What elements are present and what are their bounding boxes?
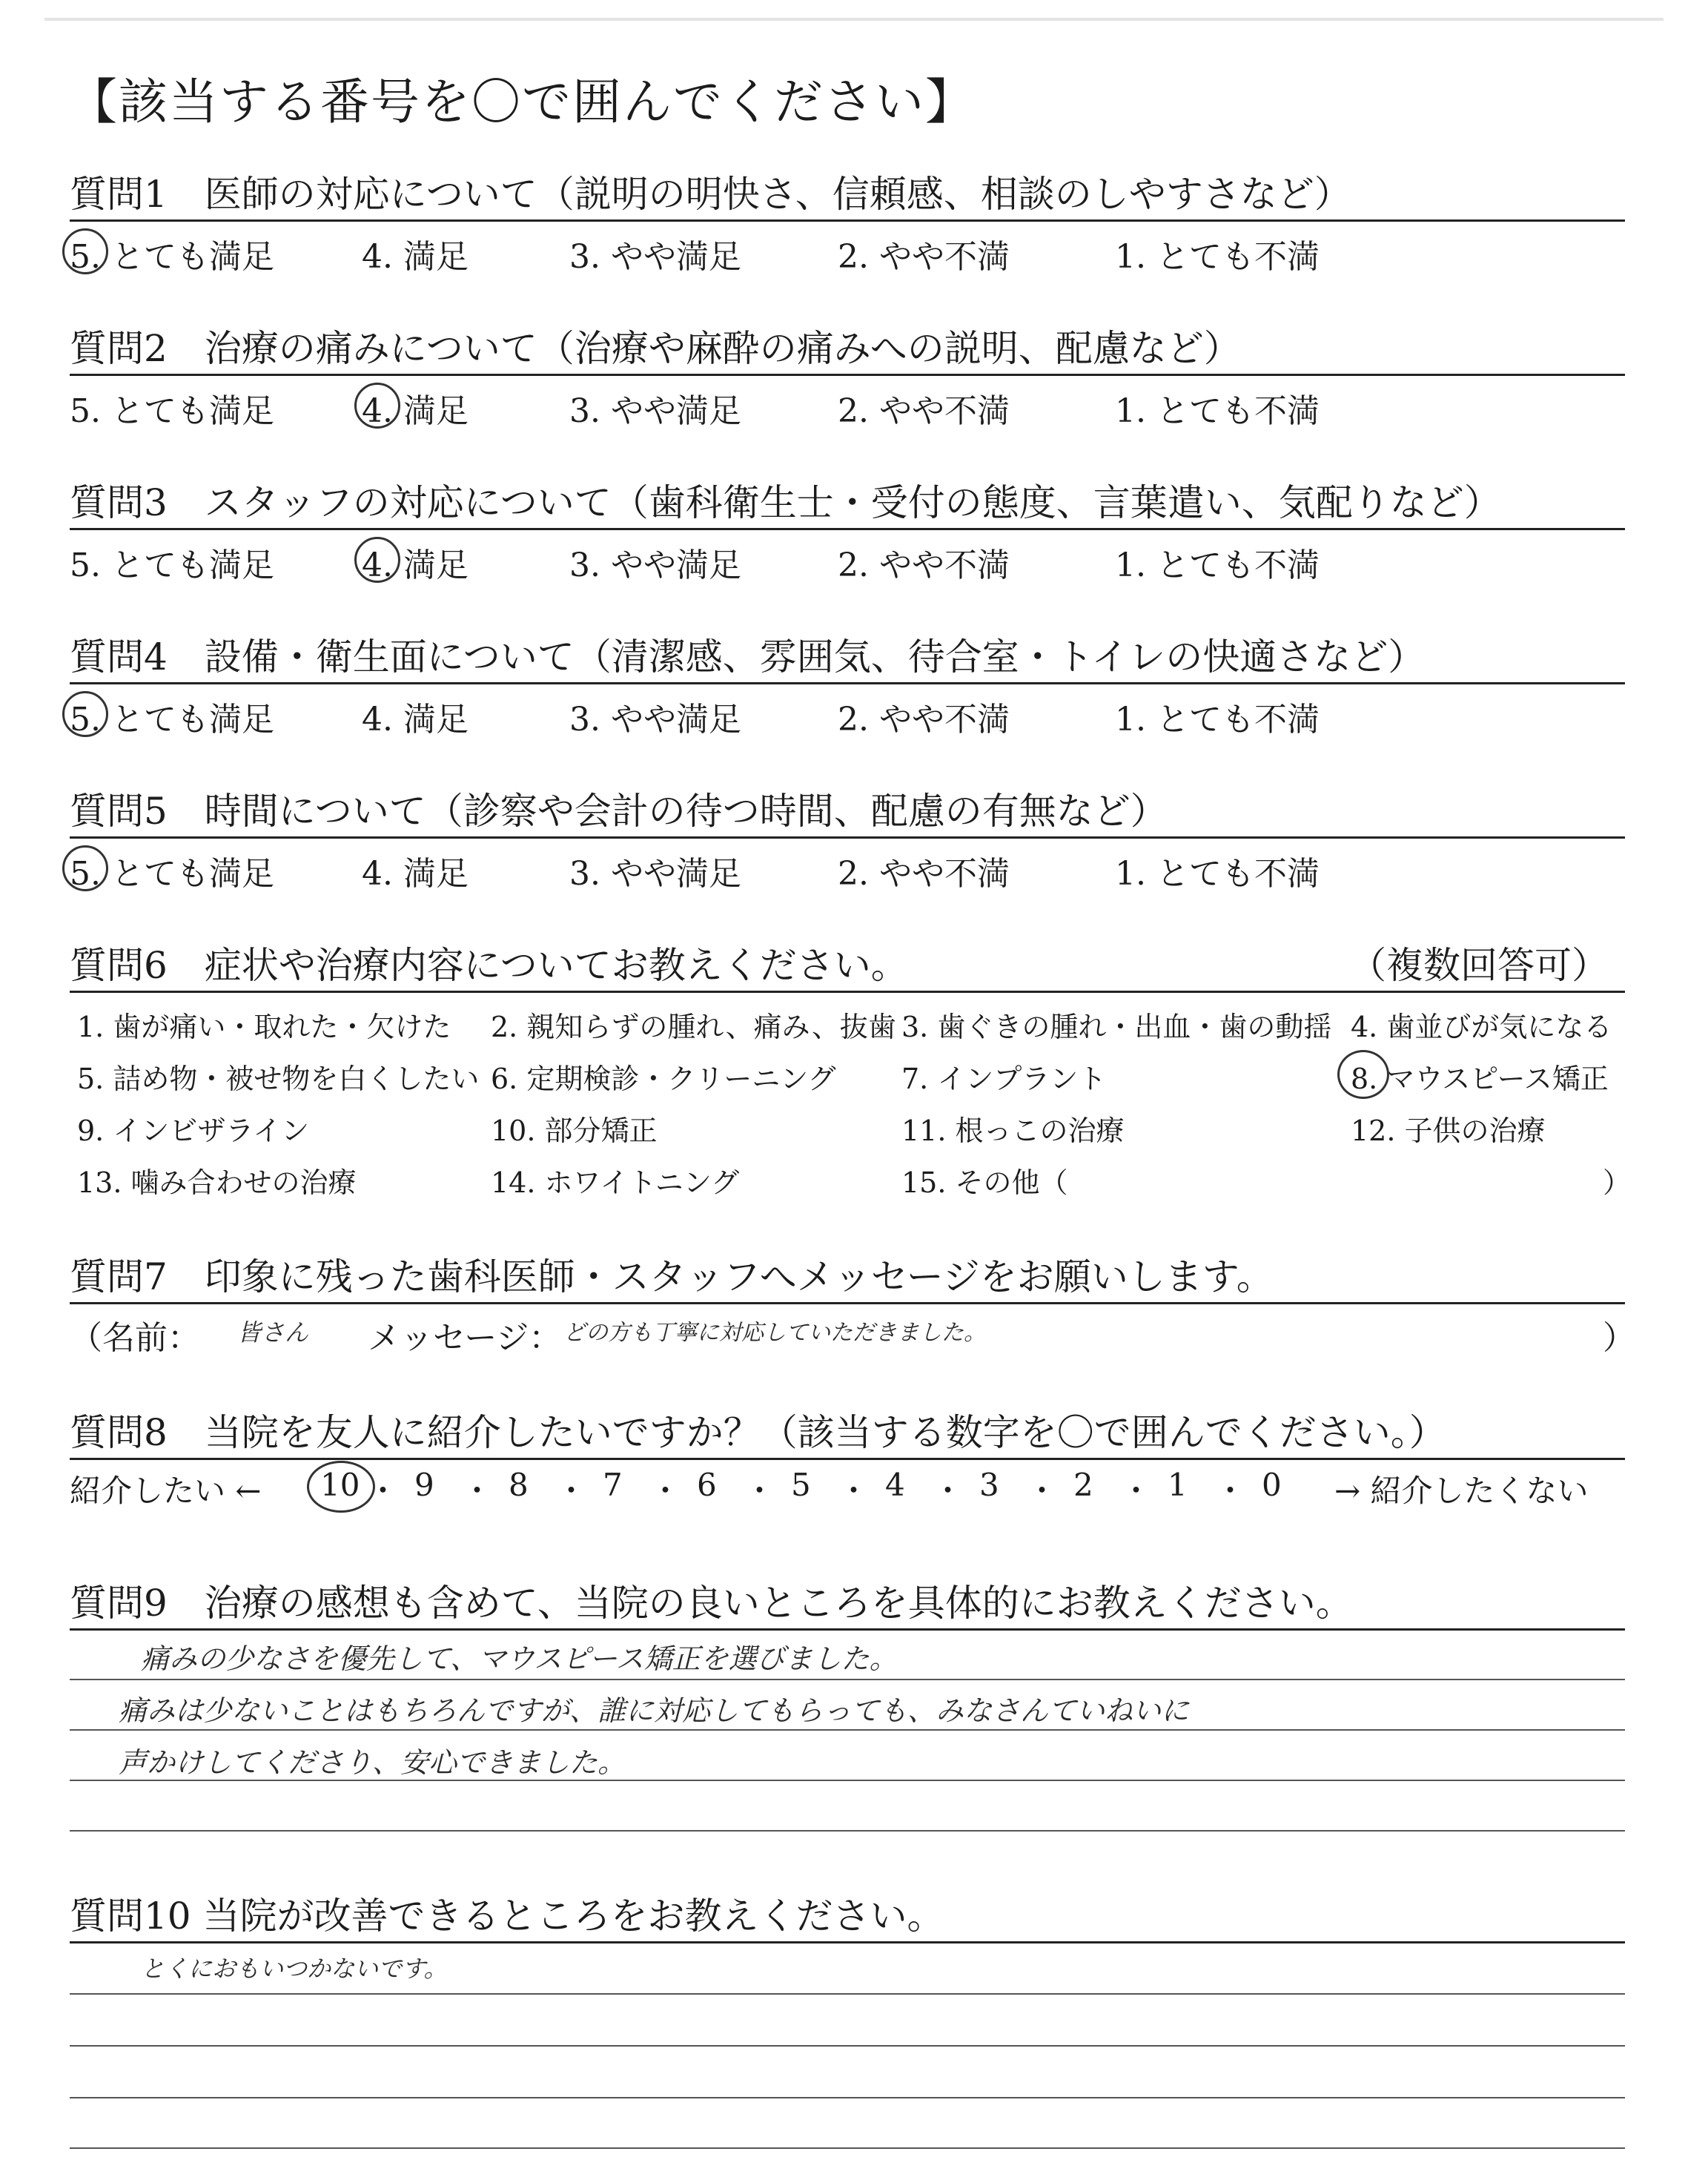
q7-message-label: メッセージ： (368, 1319, 562, 1357)
q8-scale-dot: ・ (1120, 1473, 1152, 1509)
q6-option-11[interactable]: 11. 根っこの治療 (901, 1114, 1125, 1147)
q8-scale-value-6[interactable]: 6 (697, 1467, 717, 1503)
q7-message-value: どの方も丁寧に対応していただきました。 (563, 1320, 986, 1346)
page-heading: 【該当する番号を〇で囲んでください】 (68, 73, 976, 131)
q3-rule (70, 528, 1625, 530)
q7-name-label: （名前： (70, 1319, 200, 1357)
q6-option-5[interactable]: 5. 詰め物・被せ物を白くしたい (77, 1063, 480, 1095)
q8-selection-circle (307, 1461, 375, 1513)
q8-scale-value-2[interactable]: 2 (1073, 1467, 1093, 1503)
q3-option-1[interactable]: 1. とても不満 (1115, 546, 1320, 584)
q1-option-1[interactable]: 1. とても不満 (1115, 238, 1320, 276)
q6-option-8[interactable]: 8. マウスピース矯正 (1351, 1063, 1609, 1095)
q6-option-10[interactable]: 10. 部分矯正 (491, 1114, 658, 1147)
q2-rule (70, 374, 1625, 376)
q9-rule (70, 1628, 1625, 1631)
q8-scale-value-7[interactable]: 7 (603, 1467, 623, 1503)
q8-scale-dot: ・ (367, 1473, 399, 1509)
page-top-edge (44, 18, 1664, 21)
q6-option-15[interactable]: 15. その他（ (901, 1166, 1068, 1199)
q9-line-1 (70, 1679, 1625, 1680)
q6-option-14[interactable]: 14. ホワイトニング (491, 1166, 740, 1199)
q3-option-4[interactable]: 4. 満足 (362, 546, 469, 584)
q6-note: （複数回答可） (1349, 944, 1609, 987)
q8-scale-value-3[interactable]: 3 (979, 1467, 999, 1503)
q8-scale-value-5[interactable]: 5 (791, 1467, 811, 1503)
q8-scale-value-9[interactable]: 9 (414, 1467, 434, 1503)
q8-scale-value-10[interactable]: 10 (320, 1467, 360, 1503)
q2-option-5[interactable]: 5. とても満足 (70, 392, 274, 430)
q8-rule (70, 1458, 1625, 1460)
q10-line-2 (70, 2045, 1625, 2047)
q8-scale-dot: ・ (1214, 1473, 1246, 1509)
q5-selection-circle (62, 845, 108, 891)
q7-title: 質問7 印象に残った歯科医師・スタッフへメッセージをお願いします。 (70, 1255, 1274, 1298)
q3-option-5[interactable]: 5. とても満足 (70, 546, 274, 584)
q4-option-5[interactable]: 5. とても満足 (70, 701, 274, 739)
q9-answer-line-3: 声かけしてくださり、安心できました。 (119, 1746, 626, 1779)
q2-option-4[interactable]: 4. 満足 (362, 392, 469, 430)
q7-name-value: 皆さん (237, 1318, 309, 1347)
q6-selection-circle (1337, 1050, 1389, 1099)
q1-rule (70, 219, 1625, 222)
q9-line-2 (70, 1729, 1625, 1731)
q4-option-3[interactable]: 3. やや満足 (569, 701, 741, 739)
q6-other-close-paren: ） (1603, 1166, 1632, 1199)
q6-option-1[interactable]: 1. 歯が痛い・取れた・欠けた (77, 1011, 451, 1043)
q6-option-7[interactable]: 7. インプラント (901, 1063, 1107, 1095)
q4-option-2[interactable]: 2. やや不満 (838, 701, 1010, 739)
q1-option-4[interactable]: 4. 満足 (362, 238, 469, 276)
q9-answer-line-2: 痛みは少ないことはもちろんですが、誰に対応してもらっても、みなさんていねいに (119, 1694, 1190, 1727)
q4-option-4[interactable]: 4. 満足 (362, 701, 469, 739)
q3-selection-circle (354, 537, 400, 583)
q3-option-3[interactable]: 3. やや満足 (569, 546, 741, 584)
q8-scale-dot: ・ (649, 1473, 681, 1509)
q6-option-12[interactable]: 12. 子供の治療 (1351, 1114, 1546, 1147)
q10-line-4 (70, 2147, 1625, 2149)
q4-option-1[interactable]: 1. とても不満 (1115, 701, 1320, 739)
q9-title: 質問9 治療の感想も含めて、当院の良いところを具体的にお教えください。 (70, 1582, 1353, 1625)
q8-right-label: → 紹介したくない (1334, 1473, 1589, 1509)
q1-option-5[interactable]: 5. とても満足 (70, 238, 274, 276)
q5-option-4[interactable]: 4. 満足 (362, 855, 469, 893)
q2-selection-circle (354, 383, 400, 429)
q8-scale-value-1[interactable]: 1 (1168, 1467, 1188, 1503)
q8-scale-dot: ・ (744, 1473, 775, 1509)
q1-selection-circle (62, 228, 108, 274)
q5-option-1[interactable]: 1. とても不満 (1115, 855, 1320, 893)
q8-scale-value-8[interactable]: 8 (509, 1467, 529, 1503)
q10-line-1 (70, 1993, 1625, 1995)
q9-answer-line-1: 痛みの少なさを優先して、マウスピース矯正を選びました。 (141, 1642, 898, 1675)
q1-option-3[interactable]: 3. やや満足 (569, 238, 741, 276)
q5-title: 質問5 時間について（診察や会計の待つ時間、配慮の有無など） (70, 790, 1168, 833)
q6-option-2[interactable]: 2. 親知らずの腫れ、痛み、抜歯 (491, 1011, 896, 1043)
q9-line-4 (70, 1830, 1625, 1832)
q10-rule (70, 1941, 1625, 1943)
q2-title: 質問2 治療の痛みについて（治療や麻酔の痛みへの説明、配慮など） (70, 327, 1241, 370)
q6-option-3[interactable]: 3. 歯ぐきの腫れ・出血・歯の動揺 (901, 1011, 1332, 1043)
q10-title: 質問10 当院が改善できるところをお教えください。 (70, 1895, 944, 1938)
q6-option-9[interactable]: 9. インビザライン (77, 1114, 310, 1147)
q8-scale-dot: ・ (1026, 1473, 1058, 1509)
q10-answer-line-1: とくにおもいつかないです。 (141, 1955, 448, 1983)
q6-option-4[interactable]: 4. 歯並びが気になる (1351, 1011, 1612, 1043)
q8-title: 質問8 当院を友人に紹介したいですか？（該当する数字を〇で囲んでください。） (70, 1411, 1446, 1454)
q10-line-3 (70, 2097, 1625, 2098)
q5-rule (70, 836, 1625, 839)
q8-scale-value-0[interactable]: 0 (1262, 1467, 1282, 1503)
q5-option-2[interactable]: 2. やや不満 (838, 855, 1010, 893)
q8-left-label: 紹介したい ← (70, 1473, 262, 1509)
q6-rule (70, 991, 1625, 993)
q8-scale-dot: ・ (461, 1473, 493, 1509)
q3-option-2[interactable]: 2. やや不満 (838, 546, 1010, 584)
q2-option-1[interactable]: 1. とても不満 (1115, 392, 1320, 430)
q8-scale-dot: ・ (555, 1473, 587, 1509)
q6-option-6[interactable]: 6. 定期検診・クリーニング (491, 1063, 836, 1095)
q8-scale-value-4[interactable]: 4 (885, 1467, 905, 1503)
q7-close-paren: ） (1603, 1319, 1635, 1357)
q4-rule (70, 682, 1625, 684)
q6-option-13[interactable]: 13. 噛み合わせの治療 (77, 1166, 357, 1199)
q6-title: 質問6 症状や治療内容についてお教えください。 (70, 944, 908, 987)
q3-title: 質問3 スタッフの対応について（歯科衛生士・受付の態度、言葉遣い、気配りなど） (70, 481, 1501, 524)
q1-option-2[interactable]: 2. やや不満 (838, 238, 1010, 276)
q2-option-2[interactable]: 2. やや不満 (838, 392, 1010, 430)
q7-rule (70, 1302, 1625, 1304)
q4-title: 質問4 設備・衛生面について（清潔感、雰囲気、待合室・トイレの快適さなど） (70, 635, 1426, 678)
q1-title: 質問1 医師の対応について（説明の明快さ、信頼感、相談のしやすさなど） (70, 173, 1351, 216)
q2-option-3[interactable]: 3. やや満足 (569, 392, 741, 430)
q8-scale-dot: ・ (932, 1473, 964, 1509)
q4-selection-circle (62, 691, 108, 737)
q5-option-3[interactable]: 3. やや満足 (569, 855, 741, 893)
q5-option-5[interactable]: 5. とても満足 (70, 855, 274, 893)
q8-scale-dot: ・ (838, 1473, 870, 1509)
